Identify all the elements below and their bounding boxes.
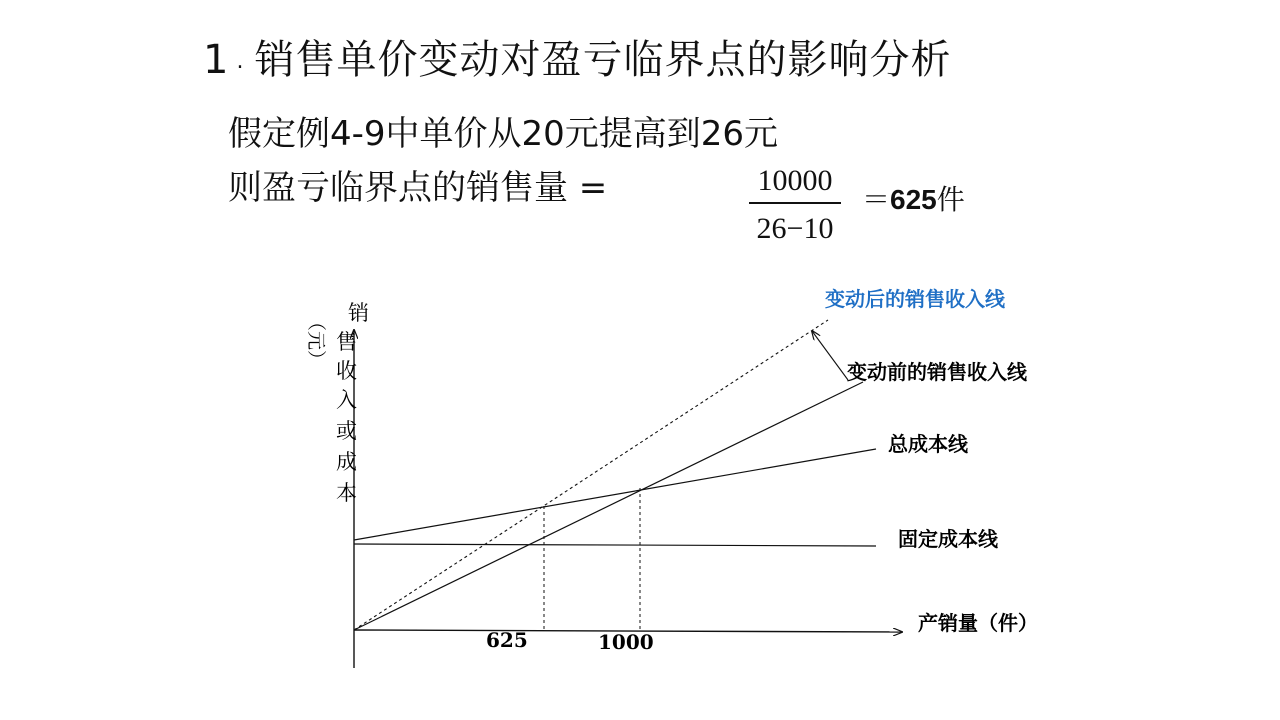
result-value: 625 [890, 184, 937, 215]
x-tick-1000: 1000 [598, 630, 654, 654]
revenue-after-line [354, 320, 828, 630]
shift-pointer-arrow [812, 331, 848, 380]
y-label-char: 或 [336, 419, 357, 443]
title-text: 销售单价变动对盈亏临界点的影响分析 [254, 37, 952, 83]
formula-label: 则盈亏临界点的销售量 = [228, 168, 608, 208]
y-label-char: 销 [348, 301, 369, 325]
title-separator: . [236, 49, 245, 74]
total-cost-line [354, 449, 876, 540]
revenue-before-label: 变动前的销售收入线 [847, 360, 1027, 384]
title-number: 1 [203, 37, 235, 83]
revenue-after-label: 变动后的销售收入线 [825, 287, 1005, 311]
y-axis-unit: （元） [305, 312, 327, 370]
y-label-char: 本 [336, 481, 357, 505]
x-axis-label: 产销量（件） [918, 611, 1038, 635]
result-equals: ＝ [862, 183, 891, 216]
y-axis-label [336, 301, 369, 505]
result-unit: 件 [936, 183, 965, 216]
revenue-before-line [354, 382, 863, 630]
y-label-char: 收 [336, 359, 357, 383]
fraction-denominator: 26−10 [756, 211, 834, 245]
x-tick-625: 625 [486, 628, 528, 652]
total-cost-label: 总成本线 [888, 432, 968, 456]
y-label-char: 成 [336, 450, 357, 474]
y-label-char: 入 [336, 388, 357, 412]
assumption-text: 假定例4-9中单价从20元提高到26元 [228, 114, 779, 154]
fraction-numerator: 10000 [757, 164, 833, 197]
fixed-cost-line [354, 544, 876, 546]
y-label-char: 售 [336, 330, 357, 354]
fixed-cost-label: 固定成本线 [898, 527, 998, 551]
